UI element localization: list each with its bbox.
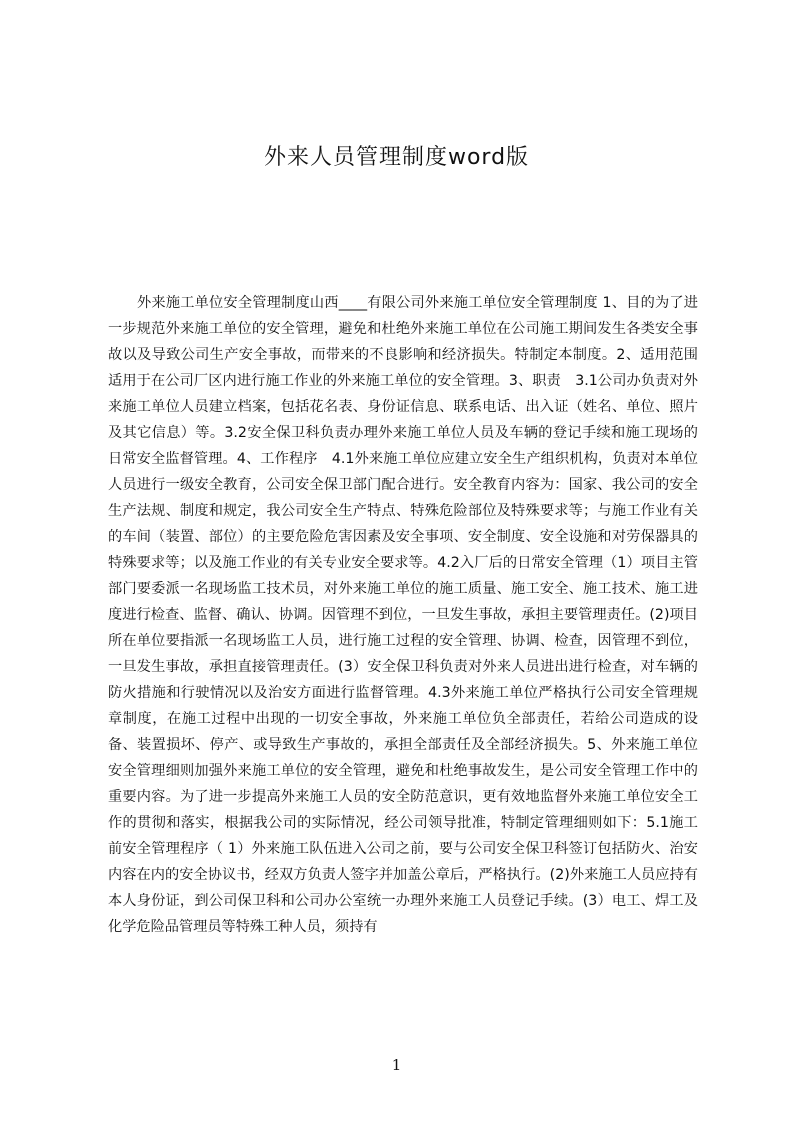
document-title: 外来人员管理制度word版 [263,145,530,170]
page-number: 1 [391,1056,402,1074]
document-body-paragraph: 外来施工单位安全管理制度山西____有限公司外来施工单位安全管理制度 1、目的为了进一步规范外来施工单位的安全管理，避免和杜绝外来施工单位在公司施工期间发生各类安全事故以及导致公司生产安全事故，而带来的不良影响和经济损失。特制定本制度。2、适用范围适用于在公司厂区内进行施工作业的外来施工单位的安全管理。3、职责 3.1公司办负责对外来施工单位人员建立档案，包括花名表、身份证信息、联系电话、出入证（姓名、单位、照片及其它信息）等。3.2安全保卫科负责办理外来施工单位人员及车辆的登记手续和施工现场的日常安全监督管理。4、工作程序 4.1外来施工单位应建立安全生产组织机构，负责对本单位人员进行一级安全教育，公司安全保卫部门配合进行。安全教育内容为：国家、我公司的安全生产法规、制度和规定，我公司安全生产特点、特殊危险部位及特殊要求等；与施工作业有关的车间（装置、部位）的主要危险危害因素及安全事项、安全制度、安全设施和对劳保器具的特殊要求等；以及施工作业的有关专业安全要求等。4.2入厂后的日常安全管理（1）项目主管部门要委派一名现场监工技术员，对外来施工单位的施工质量、施工安全、施工技术、施工进度进行检查、监督、确认、协调。因管理不到位，一旦发生事故，承担主要管理责任。(2)项目所在单位要指派一名现场监工人员，进行施工过程的安全管理、协调、检查，因管理不到位，一旦发生事故，承担直接管理责任。(3）安全保卫科负责对外来人员进出进行检查，对车辆的防火措施和行驶情况以及治安方面进行监督管理。4.3外来施工单位严格执行公司安全管理规章制度，在施工过程中出现的一切安全事故，外来施工单位负全部责任，若给公司造成的设备、装置损坏、停产、或导致生产事故的，承担全部责任及全部经济损失。5、外来施工单位安全管理细则加强外来施工单位的安全管理，避免和杜绝事故发生，是公司安全管理工作中的重要内容。为了进一步提高外来施工人员的安全防范意识，更有效地监督外来施工单位安全工作的贯彻和落实，根据我公司的实际情况，经公司领导批准，特制定管理细则如下：5.1施工前安全管理程序（ 1）外来施工队伍进入公司之前，要与公司安全保卫科签订包括防火、治安内容在内的安全协议书，经双方负责人签字并加盖公章后，严格执行。(2)外来施工人员应持有本人身份证，到公司保卫科和公司办公室统一办理外来施工人员登记手续。(3）电工、焊工及化学危险品管理员等特殊工种人员，须持有 [108,295,698,935]
